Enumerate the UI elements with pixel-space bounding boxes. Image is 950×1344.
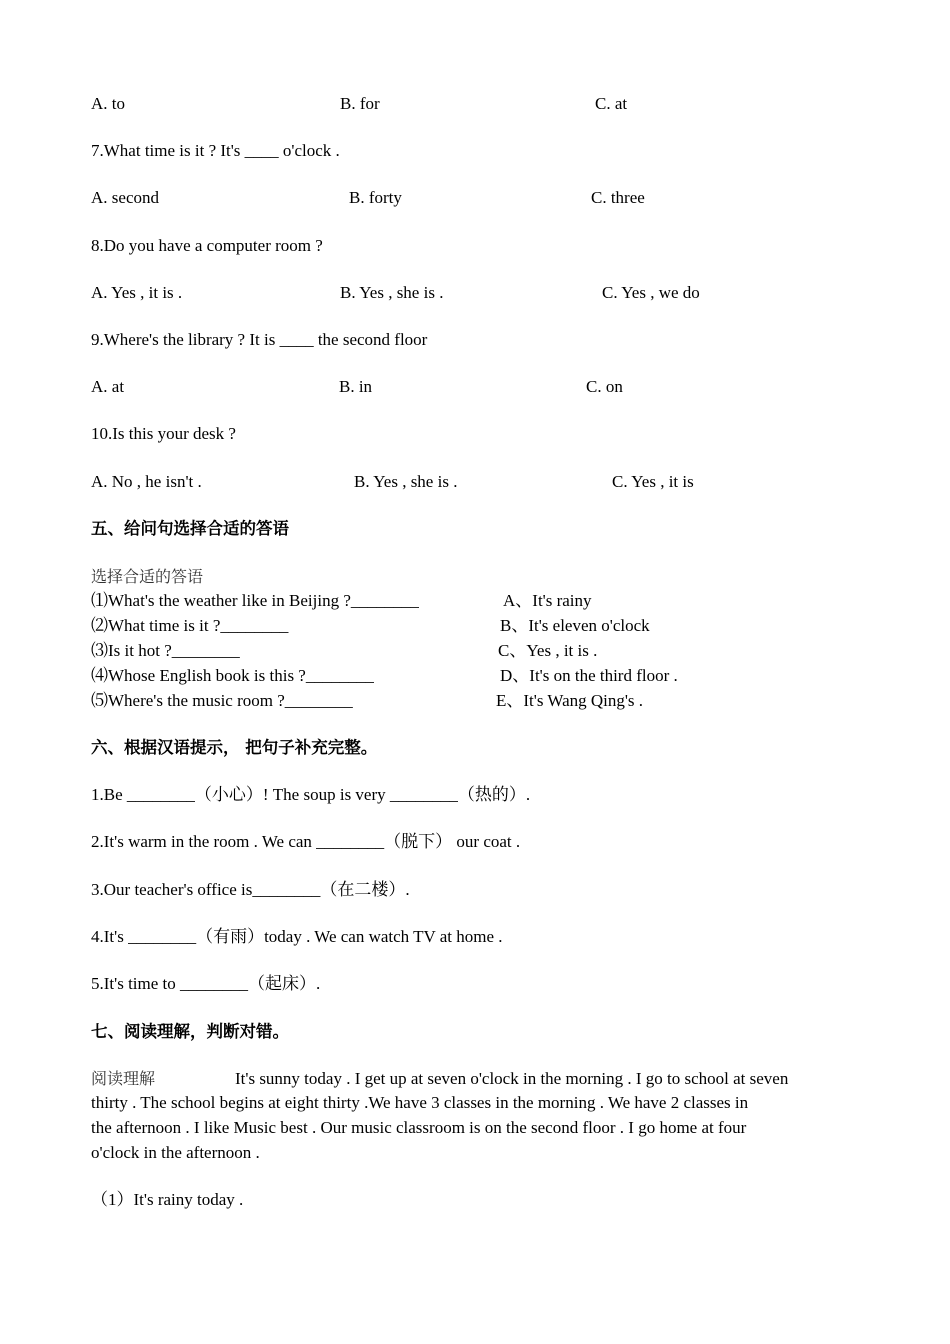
q7-stem: 7.What time is it ? It's ____ o'clock . — [91, 141, 340, 160]
section6-item: 1.Be ________（小心）! The soup is very ________（热的）. — [91, 785, 531, 804]
q7-option-c: C. three — [591, 188, 645, 207]
section5-subtitle: 选择合适的答语 — [91, 567, 204, 586]
q9-option-a: A. at — [91, 377, 125, 396]
q8-option-c: C. Yes , we do — [602, 283, 700, 302]
passage-line: It's sunny today . I get up at seven o'clock in the morning . I go to school at seven — [235, 1069, 789, 1088]
q9-option-c: C. on — [586, 377, 623, 396]
q10-option-b: B. Yes , she is . — [354, 472, 458, 491]
q6-option-a: A. to — [91, 94, 125, 113]
section6-item: 3.Our teacher's office is________（在二楼）. — [91, 880, 410, 899]
section7-item-1: （1）It's rainy today . — [91, 1190, 244, 1209]
q8-stem: 8.Do you have a computer room ? — [91, 236, 323, 255]
section6-item: 4.It's ________（有雨）today . We can watch TV at home . — [91, 927, 503, 946]
section5-question: ⑸Where's the music room ?________ — [91, 691, 353, 710]
section6-item: 5.It's time to ________（起床）. — [91, 974, 321, 993]
q7-option-b: B. forty — [349, 188, 402, 207]
section5-question: ⑴What's the weather like in Beijing ?________ — [91, 591, 419, 610]
section5-answer: E、It's Wang Qing's . — [496, 691, 644, 710]
section7-title: 七、阅读理解，判断对错。 — [91, 1022, 289, 1041]
section5-title: 五、给问句选择合适的答语 — [91, 519, 289, 538]
passage-line: thirty . The school begins at eight thirty .We have 3 classes in the morning . We have 2 classes in — [91, 1093, 749, 1112]
passage-line: o'clock in the afternoon . — [91, 1143, 260, 1162]
q10-option-a: A. No , he isn't . — [91, 472, 202, 491]
section5-answer: D、It's on the third floor . — [500, 666, 678, 685]
section6-title: 六、根据汉语提示， 把句子补充完整。 — [91, 738, 378, 757]
q10-option-c: C. Yes , it is — [612, 472, 694, 491]
q6-option-b: B. for — [340, 94, 380, 113]
passage-line: the afternoon . I like Music best . Our music classroom is on the second floor . I go home at four — [91, 1118, 747, 1137]
section5-answer: B、It's eleven o'clock — [500, 616, 650, 635]
section5-question: ⑷Whose English book is this ?________ — [91, 666, 374, 685]
q6-option-c: C. at — [595, 94, 628, 113]
section5-question: ⑶Is it hot ?________ — [91, 641, 240, 660]
q10-stem: 10.Is this your desk ? — [91, 424, 236, 443]
section5-answer: C、Yes , it is . — [498, 641, 598, 660]
q7-option-a: A. second — [91, 188, 159, 207]
q8-option-b: B. Yes , she is . — [340, 283, 444, 302]
q9-option-b: B. in — [339, 377, 373, 396]
q9-stem: 9.Where's the library ? It is ____ the second floor — [91, 330, 428, 349]
section7-label: 阅读理解 — [91, 1069, 156, 1088]
section5-question: ⑵What time is it ?________ — [91, 616, 289, 635]
q8-option-a: A. Yes , it is . — [91, 283, 183, 302]
section5-answer: A、It's rainy — [503, 591, 592, 610]
section6-item: 2.It's warm in the room . We can ________（脱下） our coat . — [91, 832, 521, 851]
